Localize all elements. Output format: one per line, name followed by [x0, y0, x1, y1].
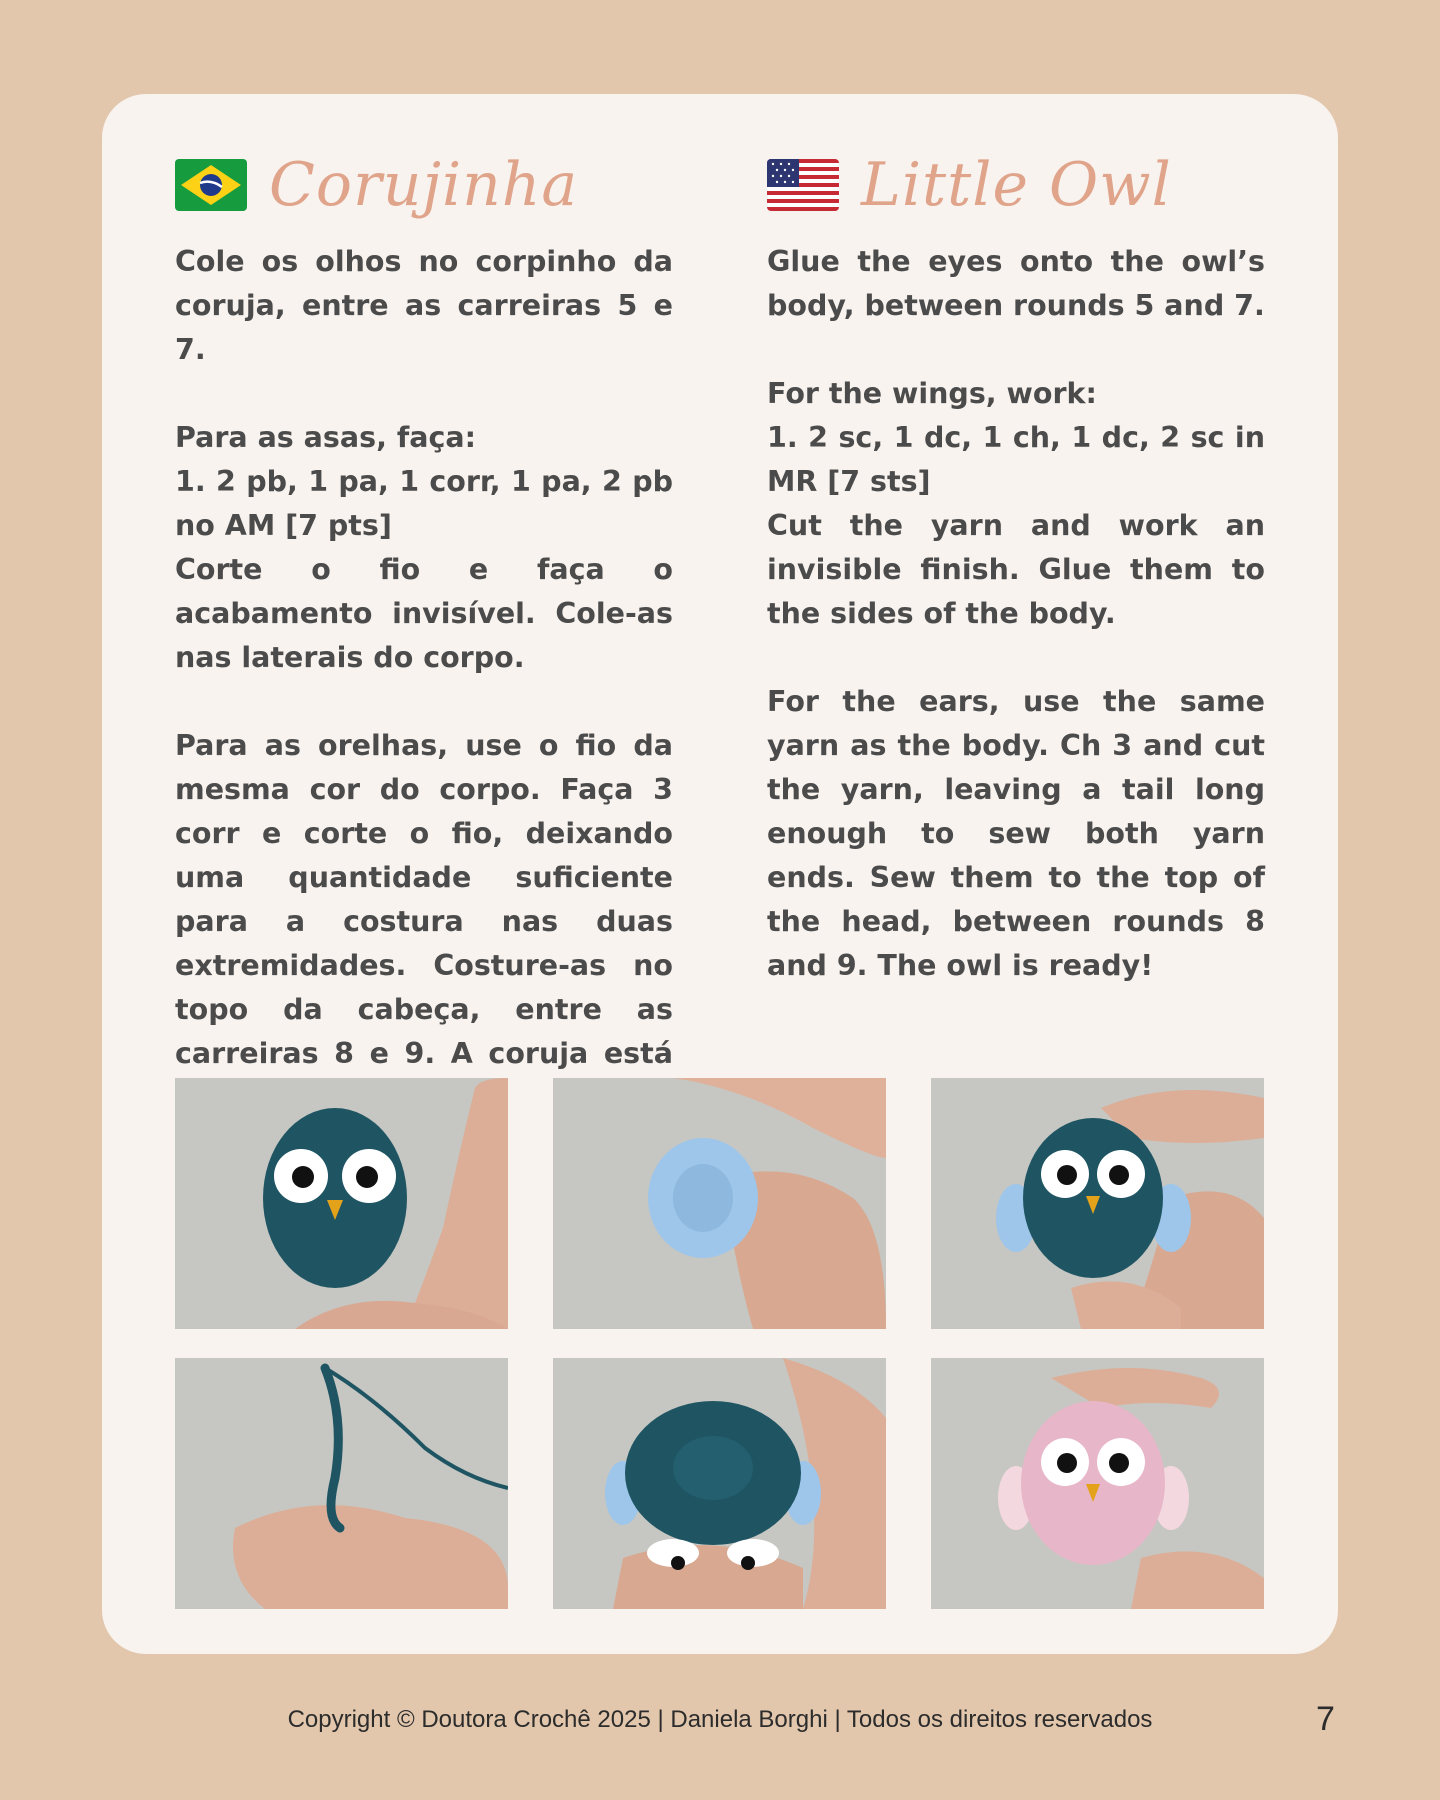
english-instructions: [767, 240, 1265, 988]
english-title: Little Owl: [861, 150, 1172, 220]
pt-paragraph-wings-finish: Corte o fio e faça o acabamento invisível. Cole-as nas laterais do corpo.: [175, 553, 673, 674]
portuguese-column: [175, 144, 673, 1120]
photo-owl-with-wings: [931, 1078, 1264, 1329]
portuguese-title: Corujinha: [269, 150, 579, 220]
english-column: [767, 144, 1265, 988]
content-card: [102, 94, 1338, 1654]
english-heading: [767, 144, 1265, 226]
photo-pink-owl: [931, 1358, 1264, 1609]
en-paragraph-wings-intro: For the wings, work:: [767, 377, 1097, 410]
pt-paragraph-eyes: Cole os olhos no corpinho da coruja, entre as carreiras 5 e 7.: [175, 245, 673, 366]
page-number: 7: [1316, 1700, 1335, 1738]
photo-owl-with-eyes: [175, 1078, 508, 1329]
en-paragraph-wings-row: 1. 2 sc, 1 dc, 1 ch, 1 dc, 2 sc in MR [7 sts]: [767, 421, 1265, 498]
en-paragraph-wings-finish: Cut the yarn and work an invisible finish. Glue them to the sides of the body.: [767, 509, 1265, 630]
brazil-flag-icon: [175, 159, 247, 211]
photo-owl-top-view: [553, 1358, 886, 1609]
en-paragraph-ears: For the ears, use the same yarn as the body. Ch 3 and cut the yarn, leaving a tail long enough to sew both yarn ends. Sew them to the top of the head, between rounds 8 and 9. The owl is ready!: [767, 685, 1265, 982]
portuguese-heading: [175, 144, 673, 226]
pt-paragraph-ears: Para as orelhas, use o fio da mesma cor do corpo. Faça 3 corr e corte o fio, deixando uma quantidade suficiente para a costura nas duas extremidades. Costure-as no topo da cabeça, entre as carreiras 8 e 9. A coruja está: [175, 729, 673, 1070]
pt-paragraph-wings-row: 1. 2 pb, 1 pa, 1 corr, 1 pa, 2 pb no AM [7 pts]: [175, 465, 673, 542]
photo-ear-chain: [175, 1358, 508, 1609]
photo-wing: [553, 1078, 886, 1329]
portuguese-instructions: [175, 240, 673, 1120]
en-paragraph-eyes: Glue the eyes onto the owl’s body, between rounds 5 and 7.: [767, 245, 1265, 322]
usa-flag-icon: [767, 159, 839, 211]
pt-paragraph-wings-intro: Para as asas, faça:: [175, 421, 476, 454]
footer-copyright: Copyright © Doutora Crochê 2025 | Daniela Borghi | Todos os direitos reservados: [287, 1706, 1153, 1733]
photo-grid: [175, 1078, 1265, 1608]
